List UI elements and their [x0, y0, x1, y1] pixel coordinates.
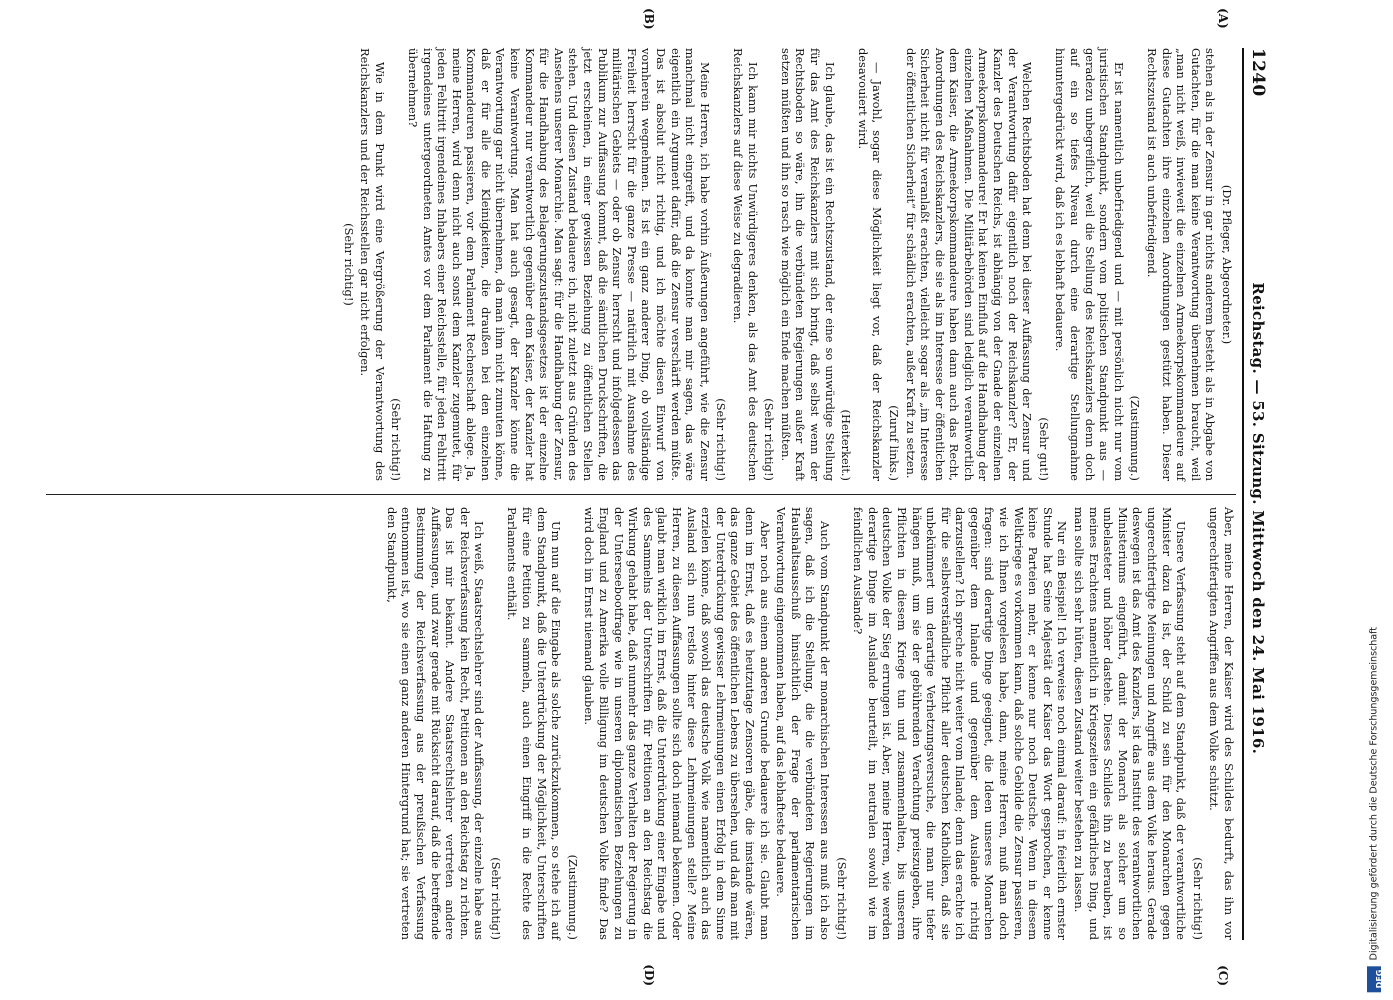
margin-marker-a: (A) [1216, 8, 1230, 29]
interjection: (Zustimmung.) [565, 854, 580, 940]
page-number: 1240 [1248, 48, 1268, 97]
interjection: (Sehr richtig!) [762, 398, 777, 481]
paragraph: — Jawohl, sogar diese Möglichkeit liegt vor, daß der Reichskanzler desavouiert wird. [855, 48, 885, 481]
paragraph: Meine Herren, ich habe vorhin Äußerungen angeführt, wie die Zensur manchmal nicht eingreift, und da konnte man mir sagen, das wäre eigentlich ein Argument dafür, daß die Zensur verschärft werden müßte. Das ist absolut nicht richtig, und ich möchte diesen Einwurf von vornherein wegnehmen. Es ist ein ganz anderer Ding, ob vollständige Freiheit herrscht für die ganze Presse — natürlich mit Ausnahme des militärischen Gebiets — oder ob Zensur herrscht und infolgedessen das Publikum zur Auffassung kommt, daß die sämtlichen Druckschriften, die jetzt erscheinen, in einer gewissen Beziehung zu öffentlichen Stellen stehen. Und diesen Zustand bedauere ich, nicht zuletzt aus Gründen des Ansehens unserer Monarchie. Man sagt: für die Handhabung der Zensur, für die Handhabung des Belagerungszustandsgesetzes ist der einzelne Kommandeur nur verantwortlich gegenüber dem Kaiser, der Kanzler hat keine Verantwortung. Man hat auch gesagt, der Kanzler könne die Verantwortung gar nicht übernehmen, da man ihm nicht zumuten könne, daß er für alle die Kleinigkeiten, die draußen bei den einzelnen Kommandeuren passieren, vor dem Parlament Rechenschaft ablege. Ja, meine Herren, wird denn nicht auch sonst dem Kanzler zugemutet, für jeden Fehltritt irgendeines Inhabers einer Reichsstelle, für jeden Fehltritt irgendeines untergeordneten Amtes vor dem Parlament die Haftung zu übernehmen? [405, 48, 712, 481]
paragraph: stehen als in der Zensur in gar nichts anderem besteht als in Abgabe von Gutachten, für die man keine Verantwortung übernehmen braucht, weil „man nicht weiß, inwieweit die einzelnen Armeekorpskommandeure auf diese Gutachten ihre einzelnen Anordnungen gestützt haben. Dieser Rechtszustand ist auch unbefriedigend. [1145, 48, 1218, 481]
speaker-line: (Dr. Pfleger, Abgeordneter.) [1220, 184, 1234, 345]
paragraph: Um nun auf die Eingabe als solche zurückzukommen, so stehe ich auf dem Standpunkt, daß die Unterdrückung der Möglichkeit, Unterschriften für eine Petition zu sammeln, auch einen Eingriff in die Rechte des Parlaments enthält. [505, 507, 564, 940]
margin-marker-d: (D) [642, 964, 656, 986]
running-head [1242, 48, 1268, 940]
paragraph: Ich weiß, Staatsrechtslehrer sind der Auffassung, der einzelne habe aus der Reichsverfassung kein Recht, Petitionen an den Reichstag zu richten. Das ist mir bekannt. Andere Staatsrechtslehrer vertreten andere Auffassungen, und zwar gerade mit Rücksicht darauf, daß die betreffende Bestimmung der Reichsverfassung aus der preußischen Verfassung entnommen ist, wo sie einen ganz anderen Hintergrund hat; sie vertreten den Standpunkt, [384, 507, 487, 940]
text-columns [46, 8, 1236, 986]
right-column [46, 507, 1236, 940]
column-divider [46, 494, 1236, 495]
paragraph: Auch vom Standpunkt der monarchischen Interessen aus muß ich also sagen, daß ich die Stellung, die die verbündeten Regierungen im Haushaltsausschuß hinsichtlich der Frage der parlamentarischen Verantwortung eingenommen haben, auf das lebhafteste bedauere. [774, 507, 832, 940]
paragraph: Nur ein Beispiel! Ich verweise noch einmal darauf: in feierlich ernster Stunde hat Seine Majestät der Kaiser das Wort gesprochen, er kenne keine Parteien mehr, er kenne nur noch Deutsche. Wenn in diesem Weltkriege es vorkommen kann, daß solche Gebilde die Zensur passieren, wie ich Ihnen vorgelesen habe, dann, meine Herren, muß man doch fragen: sind derartige Dinge geeignet, die Ideen unseres Monarchen gegenüber dem Inlande und gegenüber dem Auslande richtig darzustellen? Ich spreche nicht weiter vom Inlande; denn das erachte ich für die selbstverständliche Pflicht aller deutschen Katholiken, daß sie unbekümmert um derartige Verhetzungsversuche, die man nur tiefer hängen muß, um sie der gebührenden Verachtung preiszugeben, ihre Pflichten in diesem Kriege tun und zusammenhalten, bis unserem deutschen Volke der Sieg errungen ist. Aber, meine Herren, wie werden derartige Dinge im Auslande beurteilt, im neutralen sowohl wie im feindlichen Auslande? [851, 507, 1070, 940]
dfg-logo-icon: DFG [1367, 966, 1381, 992]
paragraph: Wie in dem Punkt wird eine Vergrößerung der Verantwortung des Reichskanzlers und der Reichsstellen gar nicht erfolgen. [358, 48, 387, 481]
margin-marker-b: (B) [642, 8, 656, 30]
paragraph: Ich kann mir nichts Unwürdigeres denken, als das Amt des deutschen Reichskanzlers auf diese Weise zu degradieren. [731, 48, 760, 481]
interjection: (Sehr richtig!) [341, 223, 356, 306]
interjection: (Sehr richtig!) [1190, 857, 1205, 940]
paragraph: Welchen Rechtsboden hat denn bei dieser Auffassung der Zensur und der Verantwortung dafür eigentlich noch der Reichskanzler? Er, der Kanzler des Deutschen Reichs, ist abhängig von der Gnade der einzelnen Armeekorpskommandeure! Er hat keinen Einfluß auf die Handhabung der einzelnen Maßnahmen. Die Militärbehörden sind lediglich verantwortlich dem Kaiser, die Armeekorpskommandeure haben dann auch das Recht, Anordnungen des Reichskanzlers, die sie als im Interesse der öffentlichen Sicherheit nicht für veranlaßt erachten, vielleicht sogar als „im Interesse der öffentlichen Sicherheit“ für schädlich erachten, außer Kraft zu setzen. [903, 48, 1035, 481]
left-column [46, 48, 1236, 481]
paragraph: Aber noch aus einem anderen Grunde bedauere ich sie. Glaubt man denn im Ernst, daß es heutzutage Zensoren gäbe, die imstande wären, das ganze Gebiet des öffentlichen Lebens zu übersehen, und daß man mit der Unterdrückung gewisser Lehrmeinungen einen Erfolg in dem Sinne erzielen könne, daß sowohl das deutsche Volk wie namentlich auch das Ausland sich nun restlos hinter diese Lehrmeinungen stelle? Meine Herren, zu diesen Auffassungen sollte sich doch niemand bekennen. Oder glaubt man wirklich im Ernst, daß die Unterdrückung einer Eingabe und des Sammelns der Unterschriften für Petitionen an den Reichstag die Wirkung gehabt habe, daß nunmehr das ganze Verhalten der Regierung in der Unterseebootfrage wie in unseren diplomatischen Beziehungen zu England und zu Amerika volle Billigung im deutschen Volke finde? Das wird doch im Ernst niemand glauben. [582, 507, 772, 940]
paragraph: Er ist namentlich unbefriedigend und — mit persönlich nicht nur vom juristischen Standpunkt, sondern vom politischen Standpunkt aus — geradezu unbegreiflich, weil die Stellung des Reichskanzlers denn doch auf ein so tiefes Niveau durch eine derartige Stellungnahme hinuntergedrückt wird, daß ich es lebhaft bedauere. [1053, 48, 1126, 481]
margin-marker-c: (C) [1216, 965, 1230, 986]
interjection: (Heiterkeit.) [839, 409, 854, 481]
interjection: (Zuruf links.) [886, 405, 901, 481]
paragraph: Aber, meine Herren, der Kaiser wird des Schildes bedurft, das ihn vor ungerechtfertigten Angriffen aus dem Volke schützt. [1207, 507, 1236, 940]
paragraph: Ich glaube, das ist ein Rechtszustand, der eine so unwürdige Stellung für das Amt des Reichskanzlers mit sich bringt, daß selbst wenn der Rechtsboden so wäre, ihn die verbündeten Regierungen außer Kraft setzen müßten und ihn so rasch wie möglich ein Ende machen müßten. [778, 48, 837, 481]
interjection: (Sehr richtig!) [389, 398, 404, 481]
interjection: (Sehr gut!) [1036, 417, 1051, 481]
credit-text: Digitalisierung gefördert durch die Deutsche Forschungsgemeinschaft [1368, 626, 1380, 960]
interjection: (Sehr richtig!) [488, 857, 503, 940]
interjection: (Sehr richtig!) [834, 857, 849, 940]
interjection: (Zustimmung.) [1128, 395, 1143, 481]
paragraph: Unsere Verfassung steht auf dem Standpunkt, daß der verantwortliche Minister dazu da ist, der Schild zu sein für den Monarchen gegen ungerechtfertigte Meinungen und Angriffe aus dem Volke heraus. Gerade deswegen ist das Amt des Kanzlers, ist das Institut des verantwortlichen Ministeriums eingeführt, damit der Monarch als solcher um so unbelasteter und höher dastehe. Dieses Schildes ihn zu berauben, ist meines Erachtens namentlich in Kriegszeiten ein gefährliches Ding, und man sollte sich sehr hüten, diesen Zustand weiter bestehen zu lassen. [1072, 507, 1189, 940]
digitization-credit [1367, 626, 1384, 992]
page-title: Reichstag. — 53. Sitzung. Mittwoch den 24. Mai 1916. [1249, 282, 1267, 755]
interjection: (Sehr richtig!) [714, 398, 729, 481]
